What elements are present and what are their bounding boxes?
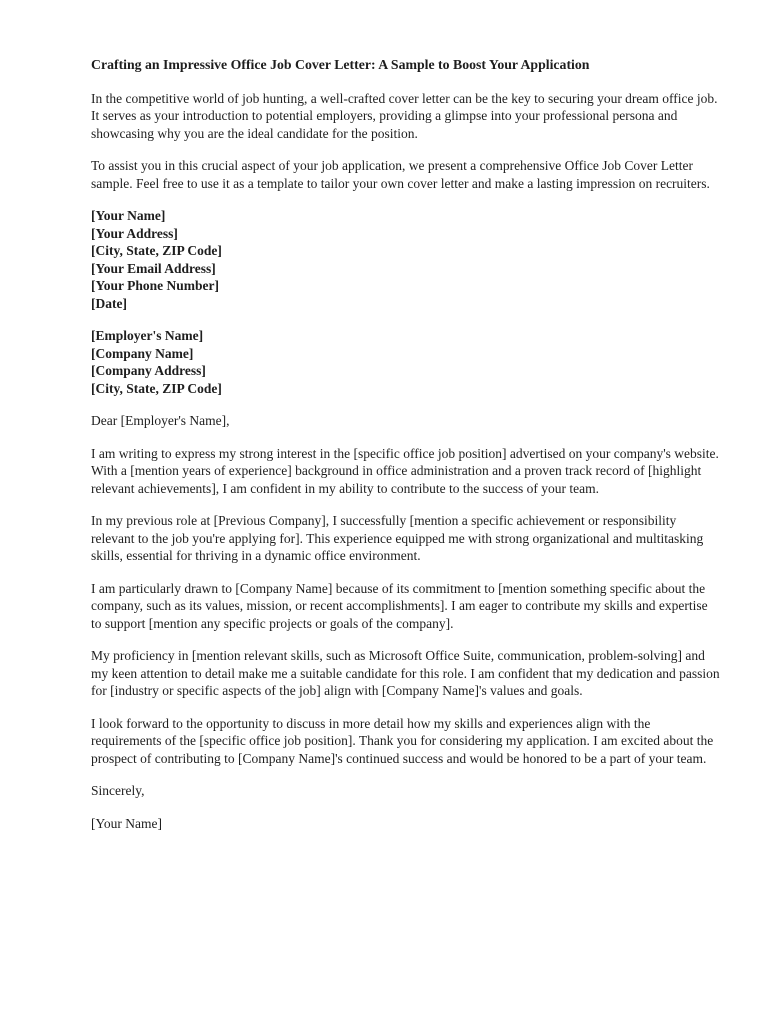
company-name-placeholder: [Company Name] (91, 345, 194, 361)
sender-email-placeholder: [Your Email Address] (91, 260, 216, 276)
recipient-address-block (91, 327, 721, 397)
intro-paragraph-2: To assist you in this crucial aspect of your job application, we present a comprehensive Office Job Cover Letter sample. Feel free to use it as a template to tailor your own cover letter and make a lasting impression on recruiters. (91, 158, 710, 191)
sender-name-placeholder: [Your Name] (91, 208, 166, 223)
company-city-state-zip-placeholder: [City, State, ZIP Code] (91, 380, 222, 396)
company-address-placeholder: [Company Address] (91, 363, 206, 378)
sender-address-placeholder: [Your Address] (91, 225, 178, 241)
body-paragraph-2: In my previous role at [Previous Company], I successfully [mention a specific achievement or responsibility relevant to the job you're applying for]. This experience equipped me with strong organizational and multitasking skills, essential for thriving in a dynamic office environment. (91, 513, 704, 563)
body-paragraph-5: I look forward to the opportunity to discuss in more detail how my skills and experiences align with the requirements of the [specific office job position]. Thank you for considering my application. I am excited about the prospect of contributing to [Company Name]'s continued success and would be honored to be a part of your team. (91, 715, 714, 766)
document-content (91, 56, 721, 832)
sender-city-state-zip-placeholder: [City, State, ZIP Code] (91, 243, 222, 258)
salutation: Dear [Employer's Name], (91, 413, 230, 428)
sender-address-block (91, 207, 721, 312)
sender-phone-placeholder: [Your Phone Number] (91, 278, 219, 293)
body-paragraph-4: My proficiency in [mention relevant skills, such as Microsoft Office Suite, communication, problem-solving] and my keen attention to detail make me a suitable candidate for this role. I am confident that my dedication and passion for [industry or specific aspects of the job] align with [Company Name]'s values and goals. (91, 648, 720, 698)
intro-paragraph-1: In the competitive world of job hunting, a well-crafted cover letter can be the key to securing your dream office job. It serves as your introduction to potential employers, providing a glimpse into your professional persona and showcasing why you are the ideal candidate for the position. (91, 90, 718, 141)
employer-name-placeholder: [Employer's Name] (91, 328, 204, 343)
document-title: Crafting an Impressive Office Job Cover Letter: A Sample to Boost Your Application (91, 57, 590, 72)
body-paragraph-1: I am writing to express my strong interest in the [specific office job position] advertised on your company's website. With a [mention years of experience] background in office administration and a proven track record of [highlight relevant achievements], I am confident in my ability to contribute to the success of your team. (91, 445, 719, 496)
date-placeholder: [Date] (91, 295, 127, 311)
body-paragraph-3: I am particularly drawn to [Company Name] because of its commitment to [mention something specific about the company, such as its values, mission, or recent accomplishments]. I am eager to contribute my skills and expertise to support [mention any specific projects or goals of the company]. (91, 580, 708, 631)
signature-name-placeholder: [Your Name] (91, 815, 162, 831)
closing: Sincerely, (91, 783, 145, 798)
